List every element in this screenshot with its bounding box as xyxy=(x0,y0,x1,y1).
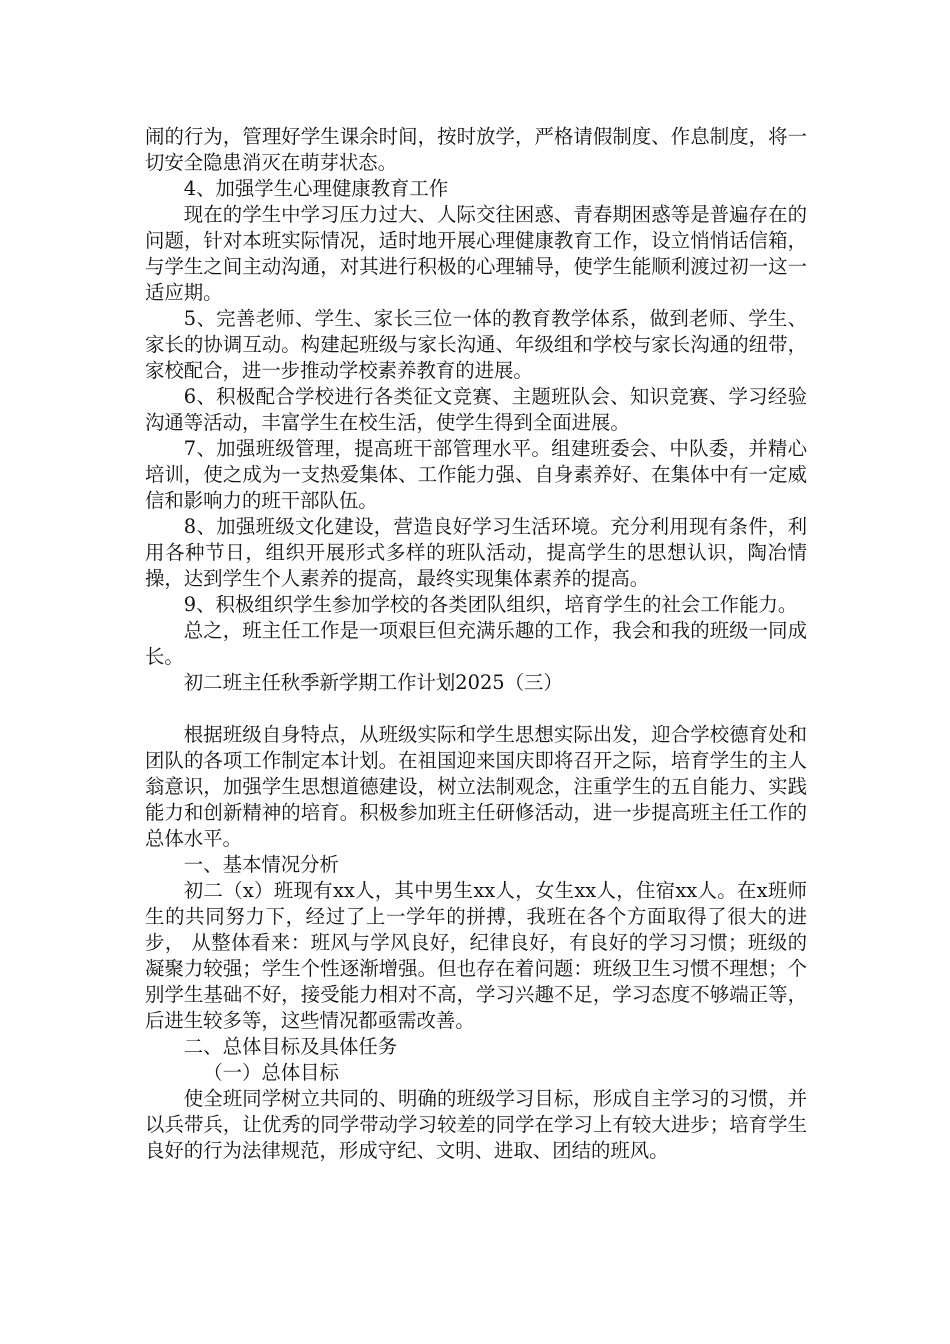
paragraph-mental-health: 现在的学生中学习压力过大、人际交往困惑、青春期困惑等是普遍存在的问题，针对本班实际情况，适时地开展心理健康教育工作，设立悄悄话信箱，与学生之间主动沟通，对其进行积极的心理辅导，使学生能顺利渡过初一这一适应期。 xyxy=(145,203,807,304)
paragraph-overall-goal: 使全班同学树立共同的、明确的班级学习目标，形成自主学习的习惯，并以兵带兵，让优秀的同学带动学习较差的同学在学习上有较大进步；培育学生良好的行为法律规范，形成守纪、文明、进取、团结的班风。 xyxy=(145,1087,807,1162)
paragraph-item-5: 5、完善老师、学生、家长三位一体的教育教学体系，做到老师、学生、家长的协调互动。构建起班级与家长沟通、年级组和学校与家长沟通的纽带，家校配合，进一步推动学校素养教育的进展。 xyxy=(145,307,807,382)
paragraph-item-9: 9、积极组织学生参加学校的各类团队组织，培育学生的社会工作能力。 xyxy=(183,593,798,616)
paragraph-item-8: 8、加强班级文化建设，营造良好学习生活环境。充分利用现有条件，利用各种节日，组织开展形式多样的班队活动，提高学生的思想认识，陶冶情操，达到学生个人素养的提高，最终实现集体素养的提高。 xyxy=(145,515,807,590)
section-title: 初二班主任秋季新学期工作计划2025（三） xyxy=(183,671,563,694)
document-page xyxy=(145,124,807,1164)
blank-line xyxy=(145,696,807,722)
heading-overall-goal: （一）总体目标 xyxy=(203,1061,339,1084)
paragraph-item-7: 7、加强班级管理，提高班干部管理水平。组建班委会、中队委，并精心培训，使之成为一支热爱集体、工作能力强、自身素养好、在集体中有一定威信和影响力的班干部队伍。 xyxy=(145,437,807,512)
paragraph-class-situation: 初二（x）班现有xx人，其中男生xx人，女生xx人，住宿xx人。在x班师生的共同努力下，经过了上一学年的拼搏，我班在各个方面取得了很大的进步， 从整体看来：班风与学风良好，纪律良好，有良好的学习习惯；班级的凝聚力较强；学生个性逐渐增强。但也存在着问题：班级卫生习惯不理想；个别学生基础不好，接受能力相对不高，学习兴趣不足，学习态度不够端正等，后进生较多等，这些情况都亟需改善。 xyxy=(145,879,807,1032)
heading-item-4: 4、加强学生心理健康教育工作 xyxy=(183,177,449,200)
paragraph-conclusion: 总之，班主任工作是一项艰巨但充满乐趣的工作，我会和我的班级一同成长。 xyxy=(145,619,807,668)
heading-goals-tasks: 二、总体目标及具体任务 xyxy=(183,1035,398,1058)
paragraph-continuation: 闹的行为，管理好学生课余时间，按时放学，严格请假制度、作息制度，将一切安全隐患消灭在萌芽状态。 xyxy=(145,125,807,174)
heading-basic-analysis: 一、基本情况分析 xyxy=(183,853,339,876)
paragraph-intro: 根据班级自身特点，从班级实际和学生思想实际出发，迎合学校德育处和团队的各项工作制定本计划。在祖国迎来国庆即将召开之际，培育学生的主人翁意识，加强学生思想道德建设，树立法制观念，注重学生的五自能力、实践能力和创新精神的培育。积极参加班主任研修活动，进一步提高班主任工作的总体水平。 xyxy=(145,723,807,850)
paragraph-item-6: 6、积极配合学校进行各类征文竞赛、主题班队会、知识竞赛、学习经验沟通等活动，丰富学生在校生活，使学生得到全面进展。 xyxy=(145,385,807,434)
